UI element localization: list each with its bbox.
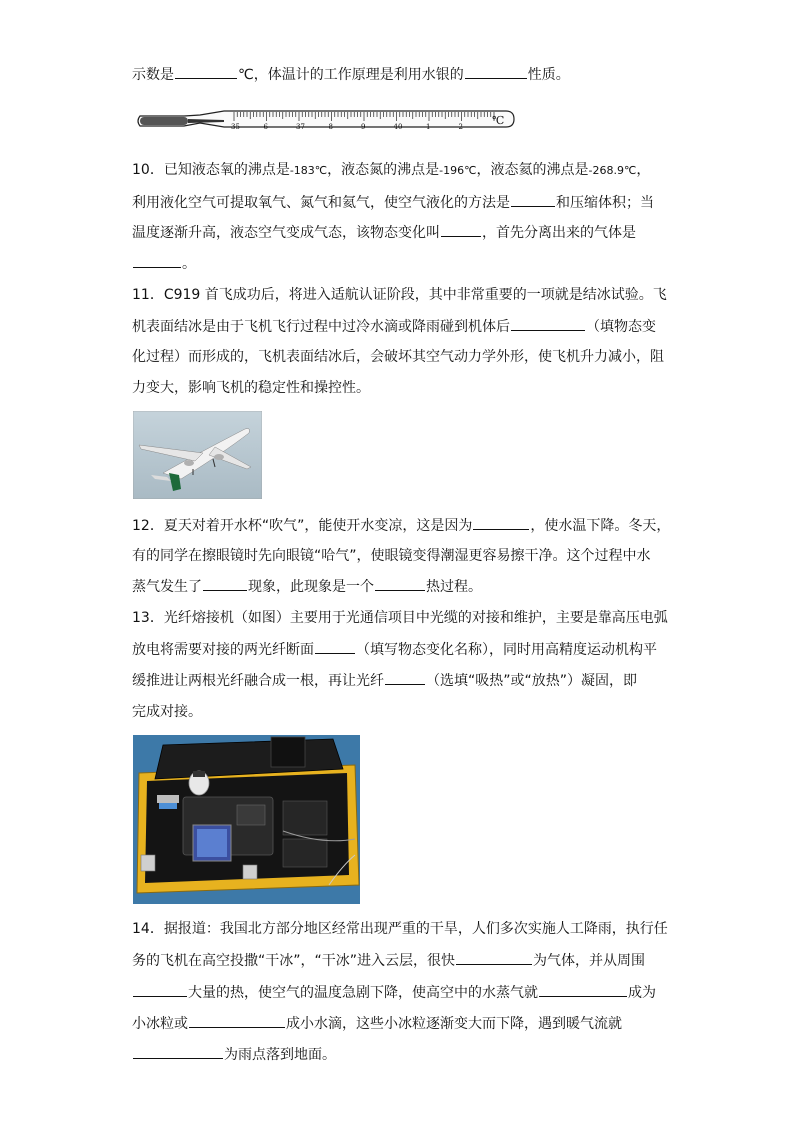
text: ℃，体温计的工作原理是利用水银的 (238, 67, 464, 83)
answer-blank[interactable] (175, 64, 237, 79)
q14-line1 (132, 919, 668, 939)
text: 12．夏天对着开水杯“吹气”，能使开水变凉，这是因为 (132, 518, 473, 534)
q10-line3 (132, 222, 664, 243)
text: 化过程）而形成的，飞机表面结冰后，会破坏其空气动力学外形，使飞机升力减小，阻 (132, 349, 664, 365)
answer-blank[interactable] (539, 982, 627, 997)
text: 力变大，影响飞机的稳定性和操控性。 (132, 380, 370, 396)
thermometer-unit: ℃ (492, 114, 505, 127)
text: ， (636, 162, 651, 178)
text: （填物态变 (586, 319, 656, 335)
text: 为气体，并从周围 (533, 953, 646, 969)
answer-blank[interactable] (133, 982, 187, 997)
scale-label: 8 (328, 123, 333, 131)
text: （选填“吸热”或“放热”）凝固，即 (426, 673, 638, 689)
q14-line5 (132, 1044, 664, 1065)
q11-line2 (132, 316, 664, 337)
text: 成小水滴，这些小冰粒逐渐变大而下降，遇到暖气流就 (286, 1016, 622, 1032)
answer-blank[interactable] (315, 639, 355, 654)
text: 性质。 (527, 67, 570, 83)
text: 14．据报道：我国北方部分地区经常出现严重的干旱，人们多次实施人工降雨，执行任 (132, 921, 668, 937)
scale-label: 6 (263, 123, 268, 131)
q12-line2 (132, 546, 664, 566)
answer-blank[interactable] (203, 576, 247, 591)
q11-line4 (132, 378, 664, 398)
scale-label: 35 (231, 123, 240, 131)
q14-line4 (132, 1013, 664, 1034)
answer-blank[interactable] (511, 316, 585, 331)
value: -268.9℃ (588, 164, 637, 177)
answer-blank[interactable] (133, 1044, 223, 1059)
value: -183℃ (289, 164, 328, 177)
q10-line2 (132, 192, 664, 213)
text: 有的同学在擦眼镜时先向眼镜“哈气”，使眼镜变得潮湿更容易擦干净。这个过程中水 (132, 548, 651, 564)
q12-line1 (132, 515, 671, 536)
text: ，液态氦的沸点是 (476, 162, 589, 178)
value: -196℃ (439, 164, 477, 177)
answer-blank[interactable] (465, 64, 527, 79)
text: 13．光纤熔接机（如图）主要用于光通信项目中光缆的对接和维护，主要是靠高压电弧 (132, 610, 668, 626)
q9-continuation (132, 64, 664, 85)
scale-label: 37 (296, 123, 305, 131)
text: 11．C919 首飞成功后，将进入适航认证阶段，其中非常重要的一项就是结冰试验。飞 (132, 287, 667, 303)
answer-blank[interactable] (456, 950, 532, 965)
scale-label: 40 (393, 123, 403, 131)
text: 小冰粒或 (132, 1016, 188, 1032)
text: 为雨点落到地面。 (224, 1047, 336, 1063)
text: 机表面结冰是由于飞机飞行过程中过冷水滴或降雨碰到机体后 (132, 319, 510, 335)
q10-line1 (132, 160, 664, 181)
text: （填写物态变化名称），同时用高精度运动机构平 (356, 642, 657, 658)
q13-line1 (132, 608, 668, 628)
answer-blank[interactable] (441, 222, 481, 237)
text: 缓推进让两根光纤融合成一根，再让光纤 (132, 673, 384, 689)
text: 大量的热，使空气的温度急剧下降，使高空中的水蒸气就 (188, 985, 538, 1001)
clinical-thermometer-figure (134, 106, 516, 136)
answer-blank[interactable] (473, 515, 529, 530)
text: 温度逐渐升高，液态空气变成气态，该物态变化叫 (132, 225, 440, 241)
text: 热过程。 (426, 579, 482, 595)
text: 蒸气发生了 (132, 579, 202, 595)
q11-line3 (132, 347, 664, 367)
text: ，首先分离出来的气体是 (482, 225, 636, 241)
text: 完成对接。 (132, 704, 202, 720)
q13-line4 (132, 702, 664, 722)
text: 和压缩体积；当 (556, 195, 654, 211)
text: 10．已知液态氧的沸点是 (132, 162, 290, 178)
text: 成为 (628, 985, 656, 1001)
q14-line3 (132, 982, 664, 1003)
answer-blank[interactable] (133, 253, 181, 268)
q14-line2 (132, 950, 664, 971)
answer-blank[interactable] (385, 670, 425, 685)
text: ，液态氮的沸点是 (327, 162, 440, 178)
answer-blank[interactable] (375, 576, 425, 591)
text: 利用液化空气可提取氧气、氮气和氦气，使空气液化的方法是 (132, 195, 510, 211)
text: 示数是 (132, 67, 174, 83)
answer-blank[interactable] (511, 192, 555, 207)
text: ，使水温下降。冬天， (530, 518, 671, 534)
scale-label: 9 (361, 123, 366, 131)
c919-airplane-photo (133, 411, 262, 499)
q13-line2 (132, 639, 664, 660)
q12-line3 (132, 576, 664, 597)
q13-line3 (132, 670, 664, 691)
scale-label: 1 (426, 123, 431, 131)
q10-line4 (132, 253, 664, 274)
scale-label: 2 (458, 123, 463, 131)
fiber-fusion-splicer-photo (133, 735, 360, 904)
text: 务的飞机在高空投撒“干冰”，“干冰”进入云层，很快 (132, 953, 456, 969)
text: 。 (182, 256, 196, 272)
text: 放电将需要对接的两光纤断面 (132, 642, 314, 658)
answer-blank[interactable] (189, 1013, 285, 1028)
q11-line1 (132, 285, 667, 305)
text: 现象，此现象是一个 (248, 579, 374, 595)
